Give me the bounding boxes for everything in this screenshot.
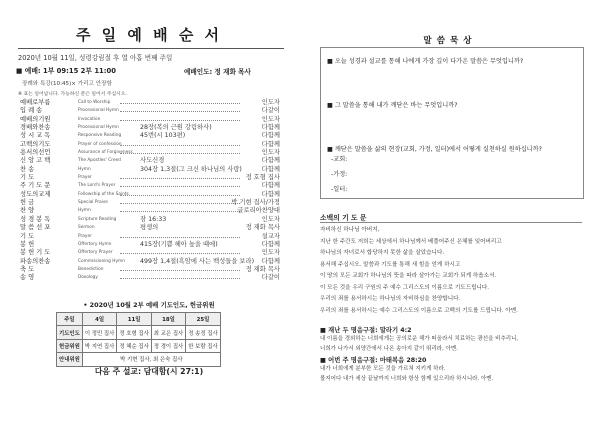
- order-label: 신 앙 고 백: [20, 157, 51, 165]
- dotted-leader: [120, 195, 240, 196]
- table-row: [57, 339, 221, 352]
- order-detail: 45번(시 103편): [140, 132, 186, 140]
- confession-prayer-title: 소백의 기 도 문: [320, 214, 367, 222]
- order-label: 파송의찬송: [20, 257, 51, 265]
- order-label: 고백의기도: [20, 140, 51, 148]
- dotted-leader: [120, 103, 240, 104]
- prayer-line: 우리의 죄를 용서하시는 예수 그리스도의 이름으로 고백의 기도를 드립니다. 아멘.: [320, 307, 518, 314]
- order-label: 경배와찬송: [20, 124, 51, 132]
- prayer-line: 우리의 죄를 용서하시는 하나님의 자비하심을 찬양합니다.: [320, 296, 461, 302]
- order-label: 찬 양: [20, 207, 35, 215]
- order-row: [20, 249, 280, 257]
- order-label: 성 시 교 독: [20, 132, 51, 140]
- order-label: 봉 헌 기 도: [20, 249, 51, 257]
- worship-order-list: [20, 99, 280, 283]
- order-row: [20, 274, 280, 282]
- order-person: 다함께: [261, 140, 280, 148]
- order-detail: 28장(복의 근원 강림하사): [140, 124, 212, 132]
- table-header-row: [57, 313, 221, 326]
- order-person: 다함께: [261, 257, 280, 265]
- order-label: 성 경 봉 독: [20, 215, 51, 223]
- dotted-leader: [120, 120, 240, 121]
- order-person: 인도자: [261, 215, 280, 223]
- order-english: Prayer: [78, 175, 92, 181]
- order-person: 정 재화 목사: [245, 265, 280, 273]
- practice-work: -일터:: [331, 186, 348, 193]
- order-person: 다함께: [261, 190, 280, 198]
- order-person: 다함께: [261, 157, 280, 165]
- order-english: Invocation: [78, 116, 101, 122]
- order-label: 봉 헌: [20, 240, 35, 248]
- table-cell: 정 호형 집사: [117, 326, 151, 339]
- order-detail: 304장 1,3절(그 크신 하나님의 사랑): [140, 165, 242, 173]
- order-row: [20, 241, 280, 249]
- order-detail: 415장(기쁨 헤아 높을 때에): [140, 240, 218, 248]
- order-person: 다함께: [261, 132, 280, 140]
- order-english: The Apostles' Creed: [78, 158, 121, 164]
- table-header-cell: 주일: [57, 313, 83, 326]
- order-person: 인도자: [261, 115, 280, 123]
- table-header-cell: 11일: [117, 313, 151, 326]
- order-english: Scripture Reading: [78, 216, 117, 222]
- table-cell: 정 경이 집사: [151, 339, 185, 352]
- order-english: Sermon: [78, 225, 95, 231]
- order-person: 인도자: [261, 249, 280, 257]
- order-label: 축 도: [20, 265, 35, 273]
- order-person: 다함께: [261, 124, 280, 132]
- order-english: Offertory Hymn: [78, 241, 112, 247]
- order-label: 기 도: [20, 174, 35, 182]
- order-label: 성도의교제: [20, 190, 51, 198]
- order-person: 다함께: [261, 165, 280, 173]
- table-cell: 이 정민 집사: [82, 326, 116, 339]
- meditation-box: [320, 47, 584, 199]
- prayer-line: 용서해 주십시오. 말씀과 기도를 통해 새 힘을 얻게 하시고: [320, 261, 461, 268]
- table-row: [57, 326, 221, 339]
- next-sermon: 다음 주 설교: 담대함(시 27:1): [94, 367, 204, 376]
- order-row: [20, 107, 280, 115]
- order-detail: 평생의: [140, 224, 159, 232]
- memory-verse-1: [320, 326, 590, 354]
- prayer-table-title: • 2020년 10월 2부 예배 기도인도, 헌금위원: [83, 301, 215, 309]
- order-label: 송 영: [20, 274, 35, 282]
- order-label: 주 기 도 문: [20, 182, 51, 190]
- table-cell: 최 교은 집사: [151, 326, 185, 339]
- row-label: 안내위원: [57, 353, 83, 366]
- row-label: 기도인도: [57, 326, 83, 339]
- meditation-question-1: ■ 오늘 성경과 설교를 통해 나에게 가장 깊이 다가온 말씀은 무엇입니까?: [327, 58, 524, 65]
- dotted-leader: [120, 253, 240, 254]
- memory-verse-2: [320, 356, 590, 384]
- order-person: 인도자: [261, 149, 280, 157]
- order-row: [20, 207, 280, 215]
- order-english: Fellowship of the Saints: [78, 191, 129, 197]
- order-label: 헌 금: [20, 199, 35, 207]
- order-row: [20, 216, 280, 224]
- order-english: Hymn: [78, 166, 91, 172]
- order-row: [20, 132, 280, 140]
- order-row: [20, 116, 280, 124]
- table-cell: 박 기현 집사, 최 은숙 집사: [82, 353, 220, 366]
- order-english: Assurance of Forgiveness: [78, 150, 133, 156]
- order-label: 예배로부름: [20, 99, 51, 106]
- standing-note: ※ 표는 일어납니다. 가능하신 분은 일어서 주십시오.: [18, 92, 127, 97]
- order-english: Prayer of confession: [78, 141, 122, 147]
- order-detail: 499장 1,4절(흑암에 사는 백성들을 보라): [140, 257, 255, 265]
- dotted-leader: [120, 203, 240, 204]
- practice-church: -교회:: [331, 156, 348, 163]
- order-english: Hymn: [78, 208, 91, 214]
- order-detail: 잠 16:33: [140, 215, 167, 223]
- order-label: 입 례 송: [20, 107, 43, 115]
- prayer-line: 지난 한 주간도 저희는 세상에서 하나님께서 베풀어주신 은혜를 잊어버리고: [320, 238, 502, 245]
- order-person: 다함께: [261, 182, 280, 190]
- order-person: 정 호형 집사: [245, 174, 280, 182]
- order-row: [20, 182, 280, 190]
- memory-verse-line: 내 이름을 경외하는 너희에게는 공의로운 해가 떠올라서 치료하는 광선을 비추리니,: [320, 336, 519, 342]
- order-row: [20, 166, 280, 174]
- worship-order-column: [4, 0, 294, 424]
- table-cell: 박 지연 집사: [82, 339, 116, 352]
- order-english: Doxology: [78, 275, 98, 281]
- order-row: [20, 99, 280, 107]
- order-label: 찬 송: [20, 165, 35, 173]
- service-time: ■ 예배: 1부 09:15 2부 11:00: [16, 67, 116, 75]
- row-label: 헌금위원: [57, 339, 83, 352]
- order-row: [20, 141, 280, 149]
- order-english: Call to Worship: [78, 100, 111, 105]
- service-leader: 예배인도: 정 재화 목사: [184, 68, 251, 76]
- order-english: Processional Hymn: [78, 125, 119, 131]
- table-cell: 정 송정 집사: [186, 326, 220, 339]
- order-row: [20, 157, 280, 165]
- order-person: 다같이: [261, 107, 280, 115]
- prayer-line: 하나님의 자녀로서 합당하지 못한 삶을 살았습니다.: [320, 250, 445, 256]
- order-person: 박 기현 집사/가정: [231, 199, 280, 207]
- dotted-leader: [120, 278, 240, 279]
- order-row: [20, 191, 280, 199]
- dotted-leader: [120, 178, 240, 179]
- service-date: 2020년 10월 11일, 성령강림절 후 열 아홉 번째 주일: [18, 54, 173, 62]
- title-divider: [18, 48, 284, 49]
- order-english: Special Praise: [78, 200, 108, 206]
- order-english: Benediction: [78, 266, 104, 272]
- dotted-leader: [120, 237, 240, 238]
- prayer-line: 자비하신 하나님 아버지,: [320, 227, 380, 233]
- order-english: The Lord's Prayer: [78, 183, 116, 189]
- order-person: 정 재화 목사: [245, 224, 280, 232]
- meditation-question-3: ■ 깨닫은 말씀을 삶의 현장(교회, 가정, 일터)에서 어떻게 실천하실 원하십니까?: [327, 146, 542, 153]
- order-english: Processional Hymn: [78, 108, 119, 114]
- order-person: 글로리아찬양대: [237, 207, 280, 215]
- confession-prayer-text: [320, 225, 590, 317]
- meditation-question-2: ■ 그 말씀을 통해 내가 깨닫은 바는 무엇입니까?: [327, 102, 458, 109]
- dotted-leader: [120, 211, 240, 212]
- order-label: 용서의선언: [20, 149, 51, 157]
- page-title: 주 일 예 배 순 서: [75, 26, 223, 44]
- memory-verse-line: 내가 너희에게 분부한 모든 것을 가르쳐 지키게 하라.: [320, 366, 446, 372]
- order-row: [20, 266, 280, 274]
- dotted-leader: [120, 270, 240, 271]
- practice-home: -가정:: [331, 171, 348, 178]
- table-header-cell: 4일: [82, 313, 116, 326]
- order-person: 다같이: [261, 274, 280, 282]
- order-row: [20, 224, 280, 232]
- service-note: 장례와 특강(10:45)× 가리고 안장함: [22, 81, 112, 87]
- order-person: 인도자: [261, 99, 280, 106]
- meditation-title: 말 씀 묵 상: [423, 36, 473, 46]
- dotted-leader: [120, 145, 240, 146]
- order-row: [20, 258, 280, 266]
- order-label: 기 도: [20, 232, 35, 240]
- order-row: [20, 233, 280, 241]
- order-label: 말 씀 선 포: [20, 224, 51, 232]
- order-english: Offertory Prayer: [78, 250, 113, 256]
- order-english: Commissioning Hymn: [78, 258, 125, 264]
- order-label: 예배의기원: [20, 115, 51, 123]
- memory-verse-title: ■ 재난 두 명음구절: 말라기 4:2: [320, 327, 412, 334]
- table-cell: 한 보람 집사: [186, 339, 220, 352]
- memory-verse-line: 볼지어다 내가 세상 끝날까지 너희와 항상 함께 있으리라 하시니라. 아멘.: [320, 375, 494, 382]
- order-english: Responsive Reading: [78, 133, 122, 139]
- order-person: 다함께: [261, 240, 280, 248]
- dotted-leader: [120, 186, 240, 187]
- prayer-line: 이 땅의 모든 교회가 하나님의 뜻을 따라 살아가는 교회가 되게 하옵소서.: [320, 273, 497, 279]
- table-header-cell: 25일: [186, 313, 220, 326]
- prayer-duty-table: [56, 312, 221, 367]
- order-row: [20, 174, 280, 182]
- order-person: 설교자: [261, 232, 280, 240]
- table-header-cell: 18일: [151, 313, 185, 326]
- order-detail: 사도신경: [140, 157, 165, 165]
- meditation-column: [300, 0, 596, 424]
- order-english: Prayer: [78, 233, 92, 239]
- dotted-leader: [120, 153, 240, 154]
- memory-verse-title: ■ 어번 주 명음구절: 마태복음 28:20: [320, 357, 427, 364]
- memory-verse-line: 너희가 나가서 외양간에서 나온 송아지 같이 뛰리라, 아멘.: [320, 345, 458, 352]
- table-row: [57, 353, 221, 366]
- dotted-leader: [120, 111, 240, 112]
- table-cell: 정 혜순 집사: [117, 339, 151, 352]
- prayer-divider: [320, 222, 582, 223]
- prayer-line: 이 모든 것을 우리 구원의 주 예수 그리스도의 이름으로 기도드립니다.: [320, 284, 490, 291]
